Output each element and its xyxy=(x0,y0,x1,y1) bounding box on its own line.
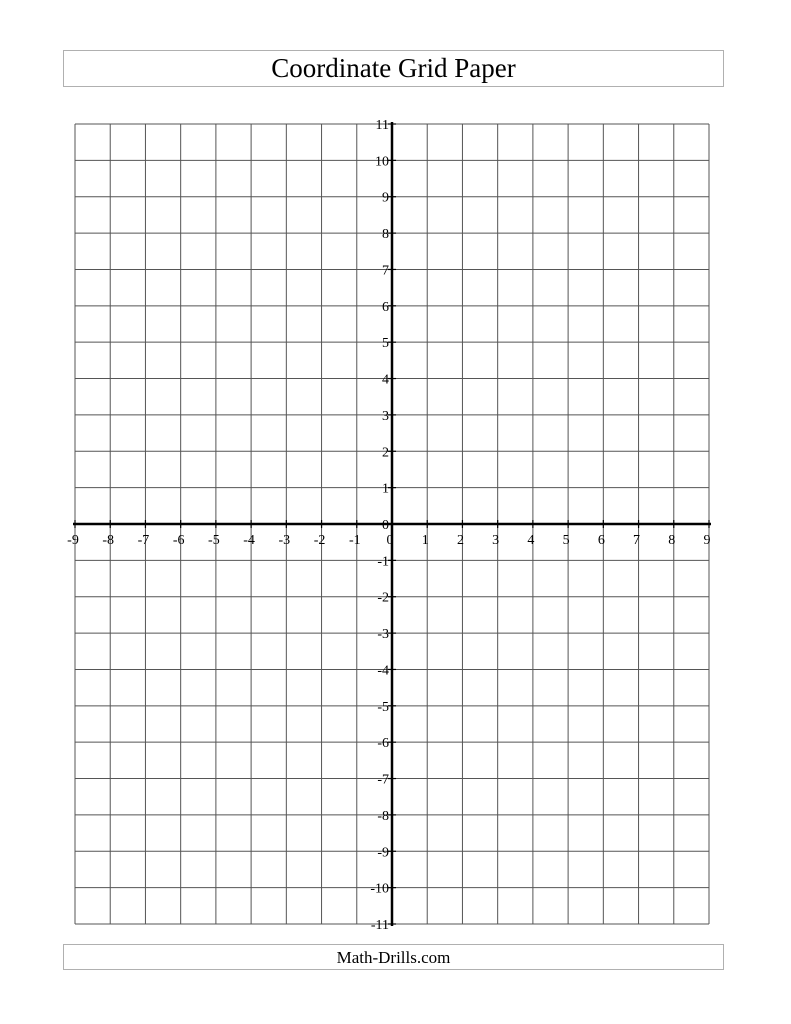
x-tick-label: -8 xyxy=(102,533,115,548)
y-tick-label: -9 xyxy=(377,845,389,861)
y-tick-label: -6 xyxy=(377,736,389,752)
x-tick-label: 9 xyxy=(703,533,711,548)
x-tick-label: 4 xyxy=(527,533,535,548)
y-tick-label: 3 xyxy=(382,408,389,424)
y-tick-label: 10 xyxy=(375,154,389,170)
x-tick-label: 7 xyxy=(633,533,641,548)
y-tick-label: 7 xyxy=(382,263,389,279)
x-tick-label: 3 xyxy=(492,533,500,548)
footer-box xyxy=(63,944,724,970)
y-tick-label: -10 xyxy=(370,881,389,897)
x-tick-label: 0 xyxy=(386,533,394,548)
y-tick-label: -4 xyxy=(377,663,389,679)
x-tick-label: -9 xyxy=(67,533,79,548)
y-tick-label: -3 xyxy=(377,627,389,643)
x-tick-label: -2 xyxy=(313,533,326,548)
page-title: Coordinate Grid Paper xyxy=(271,53,516,83)
x-tick-label: 1 xyxy=(421,533,429,548)
x-tick-label: 5 xyxy=(562,533,570,548)
x-tick-label: -5 xyxy=(208,533,220,548)
x-tick-label: 8 xyxy=(668,533,676,548)
y-tick-label: 11 xyxy=(375,118,389,133)
footer-text: Math-Drills.com xyxy=(336,947,451,967)
y-tick-label: -2 xyxy=(377,590,389,606)
y-tick-label: -1 xyxy=(377,554,389,570)
x-tick-label: -1 xyxy=(348,533,361,548)
y-tick-label: 0 xyxy=(382,518,389,533)
x-tick-label: -7 xyxy=(137,533,150,548)
y-tick-label: 8 xyxy=(382,227,389,243)
y-tick-label: 1 xyxy=(382,481,389,497)
y-tick-label: 4 xyxy=(382,372,389,388)
y-tick-label: 5 xyxy=(382,336,389,352)
y-tick-label: 6 xyxy=(382,299,389,315)
y-tick-label: -8 xyxy=(377,808,389,824)
x-tick-label: -3 xyxy=(278,533,291,548)
y-tick-label: -7 xyxy=(377,772,389,788)
x-tick-label: -6 xyxy=(172,533,185,548)
y-tick-label: -11 xyxy=(370,918,389,933)
x-tick-label: -4 xyxy=(243,533,255,548)
x-tick-label: 2 xyxy=(456,533,464,548)
y-tick-label: -5 xyxy=(377,699,389,715)
y-tick-label: 2 xyxy=(382,445,389,461)
y-tick-label: 9 xyxy=(382,190,389,206)
x-tick-label: 6 xyxy=(597,533,605,548)
